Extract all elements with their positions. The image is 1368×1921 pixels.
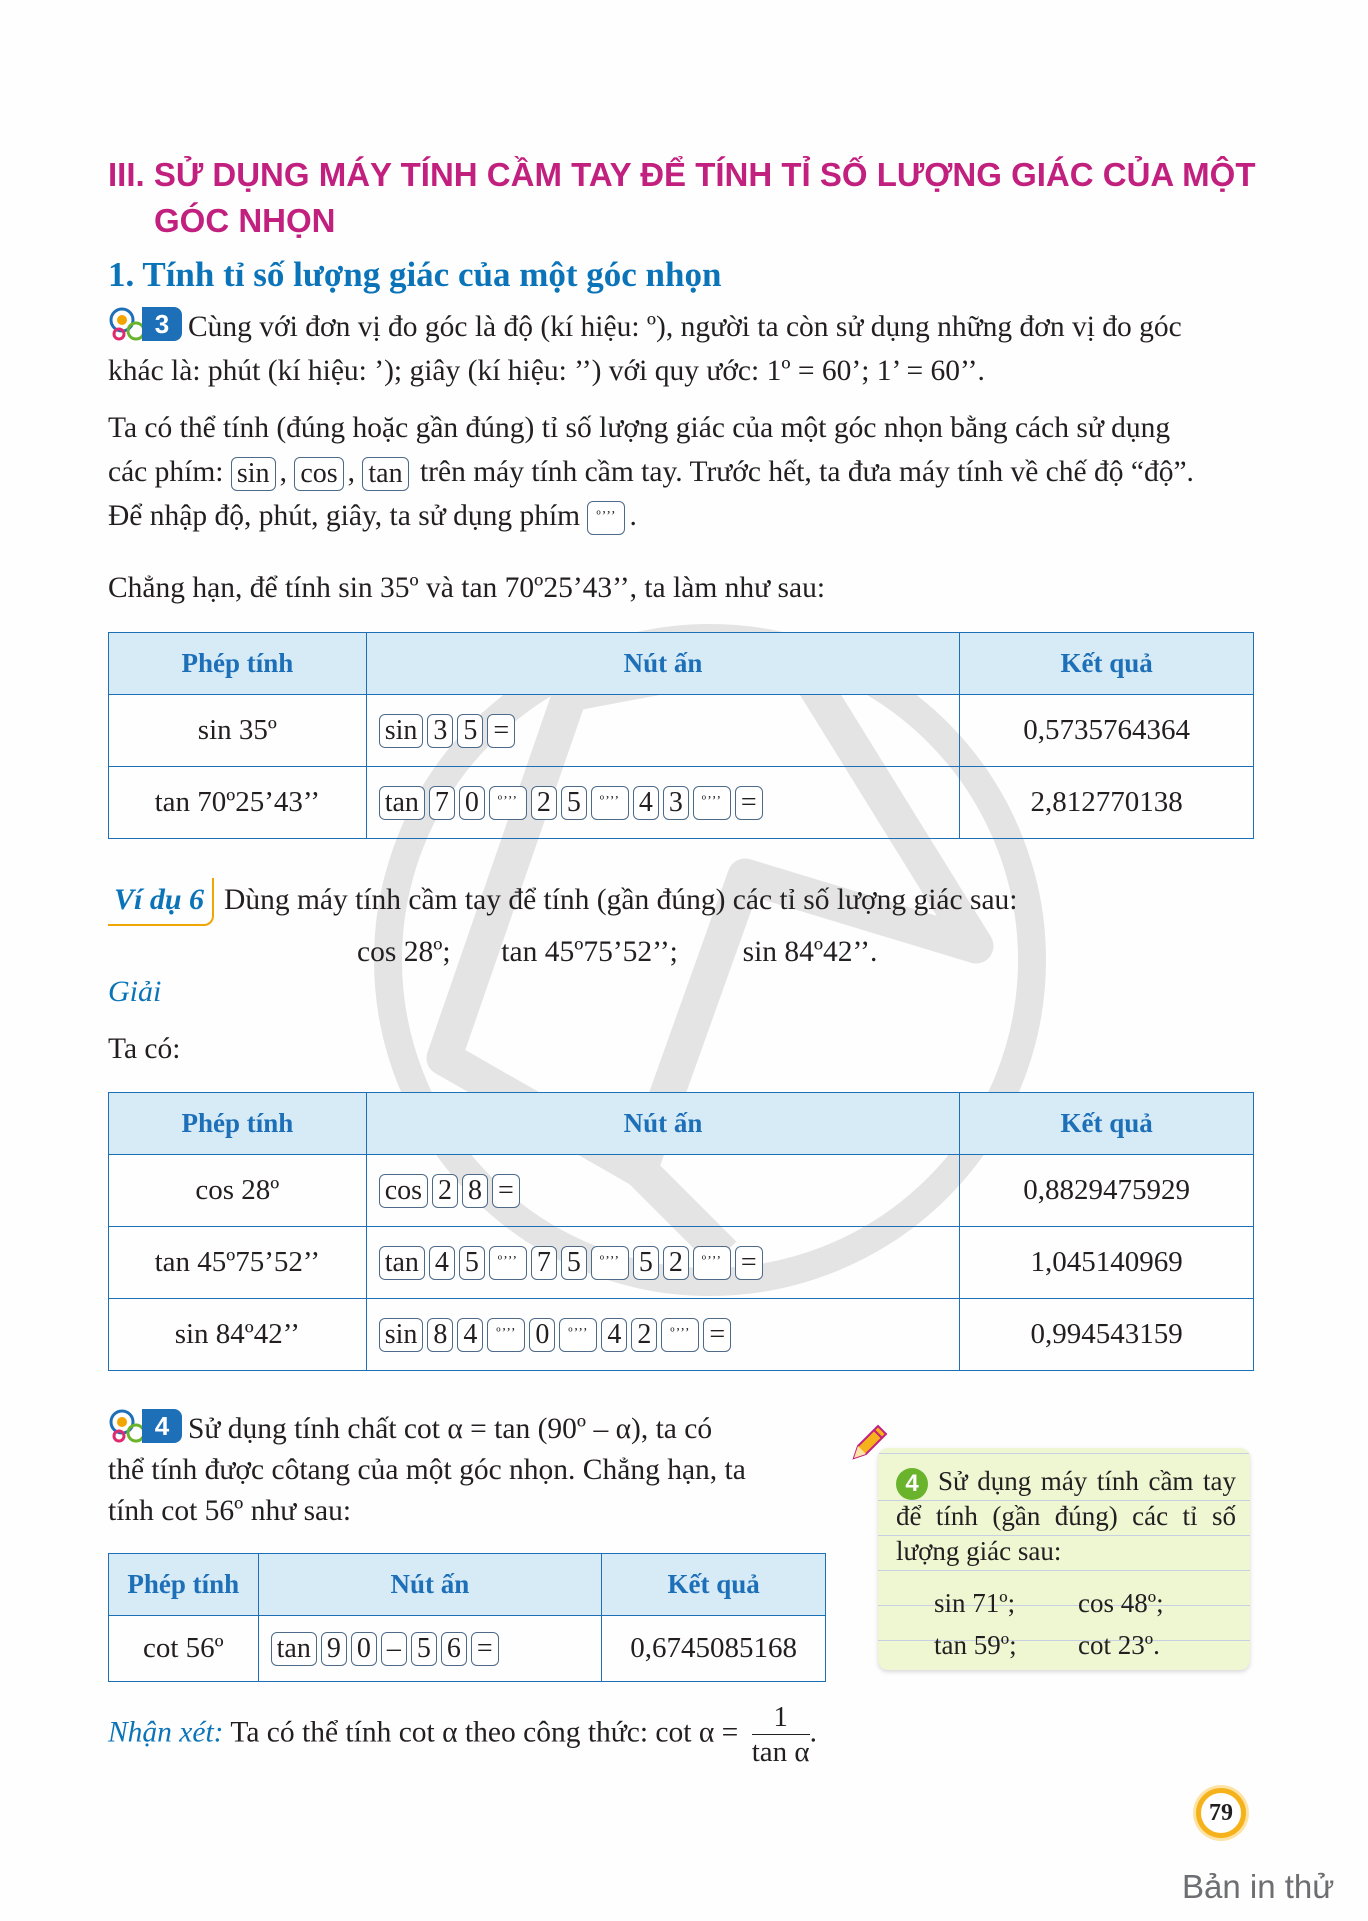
nhanxet-paragraph xyxy=(108,1700,1258,1769)
fraction-numerator: 1 xyxy=(752,1700,810,1735)
result-cell: 1,045140969 xyxy=(960,1227,1254,1299)
hd3-line2: khác là: phút (kí hiệu: ’); giây (kí hiệu: ’’) với quy ước: 1º = 60’; 1’ = 60’’. xyxy=(108,355,985,387)
vidu6-text: Dùng máy tính cầm tay để tính (gần đúng) các tỉ số lượng giác sau: xyxy=(224,884,1018,916)
result-cell: 0,994543159 xyxy=(960,1299,1254,1371)
op-cell: tan 45º75’52’’ xyxy=(109,1227,367,1299)
calculator-key: 5 xyxy=(633,1246,659,1280)
hd4-paragraph xyxy=(108,1408,828,1532)
vidu6-label: Ví dụ 6 xyxy=(108,878,214,926)
table-row xyxy=(109,1227,1254,1299)
calculator-key: = xyxy=(735,1246,763,1280)
subsection-title: 1. Tính tỉ số lượng giác của một góc nhọn xyxy=(108,255,722,294)
result-cell: 0,5735764364 xyxy=(960,695,1254,767)
calculator-key: 5 xyxy=(457,714,483,748)
calculator-key: = xyxy=(487,714,515,748)
calculator-key: º’’’ xyxy=(693,786,731,820)
calculator-key: 2 xyxy=(663,1246,689,1280)
calculator-key: 6 xyxy=(441,1632,467,1666)
calculator-key: 0 xyxy=(529,1318,555,1352)
table-row xyxy=(109,767,1254,839)
section-title: III. SỬ DỤNG MÁY TÍNH CẦM TAY ĐỂ TÍNH TỈ SỐ LƯỢNG GIÁC CỦA MỘT GÓC NHỌN xyxy=(108,156,1256,239)
hd3-line1: Cùng với đơn vị đo góc là độ (kí hiệu: º), người ta còn sử dụng những đơn vị đo góc xyxy=(188,311,1182,343)
calculator-key: cos xyxy=(379,1174,428,1208)
op-cell: sin 35º xyxy=(109,695,367,767)
intro-line3-post: . xyxy=(629,500,637,532)
nhanxet-end: . xyxy=(809,1716,817,1749)
header-result: Kết quả xyxy=(960,1093,1254,1155)
keys-cell xyxy=(366,695,960,767)
result-cell: 0,6745085168 xyxy=(602,1616,826,1682)
intro-line3-pre: Để nhập độ, phút, giây, ta sử dụng phím xyxy=(108,500,581,532)
header-op: Phép tính xyxy=(109,633,367,695)
calculator-key: 2 xyxy=(631,1318,657,1352)
calculator-key: 4 xyxy=(429,1246,455,1280)
keys-cell xyxy=(366,767,960,839)
calculator-key: 3 xyxy=(663,786,689,820)
calculator-key: tan xyxy=(379,786,425,820)
op-cell: cot 56º xyxy=(109,1616,259,1682)
nhanxet-label: Nhận xét: xyxy=(108,1716,224,1749)
calculator-key: 2 xyxy=(432,1174,458,1208)
calculator-key: 8 xyxy=(427,1318,453,1352)
calculator-key: º’’’ xyxy=(489,1246,527,1280)
keys-cell xyxy=(258,1616,602,1682)
practice-text xyxy=(896,1464,1236,1569)
calculator-key: 5 xyxy=(561,786,587,820)
hd4-number: 4 xyxy=(142,1409,182,1443)
vidu6-item: cos 28º; xyxy=(357,936,451,968)
calculator-key: º’’’ xyxy=(661,1318,699,1352)
result-cell: 2,812770138 xyxy=(960,767,1254,839)
header-op: Phép tính xyxy=(109,1554,259,1616)
calculator-key: º’’’ xyxy=(487,1318,525,1352)
tan-key: tan xyxy=(362,457,408,491)
vidu6-items xyxy=(357,930,877,974)
calculator-key: 4 xyxy=(457,1318,483,1352)
practice-item: cot 23º. xyxy=(1078,1630,1160,1660)
calculator-key: 8 xyxy=(462,1174,488,1208)
keys-cell xyxy=(366,1299,960,1371)
op-cell: cos 28º xyxy=(109,1155,367,1227)
header-op: Phép tính xyxy=(109,1093,367,1155)
hd3-paragraph xyxy=(108,305,1258,393)
table-header-row xyxy=(109,633,1254,695)
calculator-key: 5 xyxy=(459,1246,485,1280)
calculator-key: 2 xyxy=(531,786,557,820)
header-result: Kết quả xyxy=(960,633,1254,695)
calculator-key: 4 xyxy=(601,1318,627,1352)
degree-key: º’’’ xyxy=(587,501,625,535)
fraction xyxy=(752,1700,810,1769)
sin-key: sin xyxy=(231,457,276,491)
hd4-badge xyxy=(108,1408,182,1444)
intro-line1: Ta có thể tính (đúng hoặc gần đúng) tỉ số lượng giác của một góc nhọn bằng cách sử dụng xyxy=(108,412,1171,444)
practice-item: cos 48º; xyxy=(1078,1588,1164,1618)
calculator-key: 5 xyxy=(411,1632,437,1666)
calculator-key: 0 xyxy=(459,786,485,820)
hd3-number: 3 xyxy=(142,307,182,341)
table-row xyxy=(109,1155,1254,1227)
practice-item: sin 71º; xyxy=(934,1588,1016,1618)
calculator-key: 3 xyxy=(427,714,453,748)
vidu6-item: sin 84º42’’. xyxy=(742,936,878,968)
calculator-key: tan xyxy=(379,1246,425,1280)
calculator-key: º’’’ xyxy=(693,1246,731,1280)
calculator-key: º’’’ xyxy=(559,1318,597,1352)
table-header-row xyxy=(109,1554,826,1616)
calculator-key: = xyxy=(735,786,763,820)
calculator-key: 7 xyxy=(531,1246,557,1280)
page-number: 79 xyxy=(1196,1788,1246,1838)
calculator-key: sin xyxy=(379,714,424,748)
hd4-line3: tính cot 56º như sau: xyxy=(108,1495,352,1527)
op-cell: tan 70º25’43’’ xyxy=(109,767,367,839)
calculator-key: º’’’ xyxy=(591,786,629,820)
table-row xyxy=(109,1616,826,1682)
taco-text: Ta có: xyxy=(108,1033,181,1065)
calculator-key: sin xyxy=(379,1318,424,1352)
practice-text-body: Sử dụng máy tính cầm tay để tính (gần đúng) các tỉ số lượng giác sau: xyxy=(896,1466,1236,1566)
header-keys: Nút ấn xyxy=(258,1554,602,1616)
intro-line2-pre: các phím: xyxy=(108,456,224,488)
calculator-key: 7 xyxy=(429,786,455,820)
header-keys: Nút ấn xyxy=(366,1093,960,1155)
nhanxet-text: Ta có thể tính cot α theo công thức: cot α = xyxy=(230,1716,739,1749)
calc-table-2 xyxy=(108,1092,1254,1371)
intro-paragraph: Ta có thể tính (đúng hoặc gần đúng) tỉ số lượng giác của một góc nhọn bằng cách sử dụng các phím: sin , cos , tan trên máy tính cầm tay. Trước hết, ta đưa máy tính về chế độ “độ”. Để nhập độ, phút, giây, ta sử dụng phím º’’’ . xyxy=(108,406,1258,538)
header-keys: Nút ấn xyxy=(366,633,960,695)
vidu6-item: tan 45º75’52’’; xyxy=(501,936,678,968)
hd4-line1: Sử dụng tính chất cot α = tan (90º – α), ta có xyxy=(188,1413,713,1445)
calculator-key: = xyxy=(471,1632,499,1666)
table-header-row xyxy=(109,1093,1254,1155)
calculator-key: tan xyxy=(271,1632,317,1666)
calculator-key: 5 xyxy=(561,1246,587,1280)
hd4-line2: thể tính được côtang của một góc nhọn. Chẳng hạn, ta xyxy=(108,1454,746,1486)
intro-line2-post: trên máy tính cầm tay. Trước hết, ta đưa máy tính về chế độ “độ”. xyxy=(419,456,1194,488)
calculator-key: – xyxy=(381,1632,407,1666)
calc-table-1 xyxy=(108,632,1254,839)
draft-label: Bản in thử xyxy=(1182,1868,1335,1905)
hd3-badge xyxy=(108,306,182,342)
calc-table-3 xyxy=(108,1553,826,1682)
fraction-denominator: tan α xyxy=(751,1736,810,1768)
solution-label: Giải xyxy=(108,975,162,1008)
calculator-key: º’’’ xyxy=(591,1246,629,1280)
calculator-key: 4 xyxy=(633,786,659,820)
practice-item: tan 59º; xyxy=(934,1630,1017,1660)
cos-key: cos xyxy=(294,457,343,491)
calculator-key: º’’’ xyxy=(489,786,527,820)
practice-box xyxy=(878,1448,1250,1670)
header-result: Kết quả xyxy=(602,1554,826,1616)
example-intro: Chẳng hạn, để tính sin 35º và tan 70º25’43’’, ta làm như sau: xyxy=(108,572,826,604)
keys-cell xyxy=(366,1155,960,1227)
calculator-key: = xyxy=(492,1174,520,1208)
keys-cell xyxy=(366,1227,960,1299)
table-row xyxy=(109,695,1254,767)
vidu6-paragraph xyxy=(108,878,1258,926)
op-cell: sin 84º42’’ xyxy=(109,1299,367,1371)
calculator-key: 9 xyxy=(321,1632,347,1666)
calculator-key: = xyxy=(703,1318,731,1352)
calculator-key: 0 xyxy=(351,1632,377,1666)
result-cell: 0,8829475929 xyxy=(960,1155,1254,1227)
practice-number: 4 xyxy=(896,1468,928,1500)
table-row xyxy=(109,1299,1254,1371)
